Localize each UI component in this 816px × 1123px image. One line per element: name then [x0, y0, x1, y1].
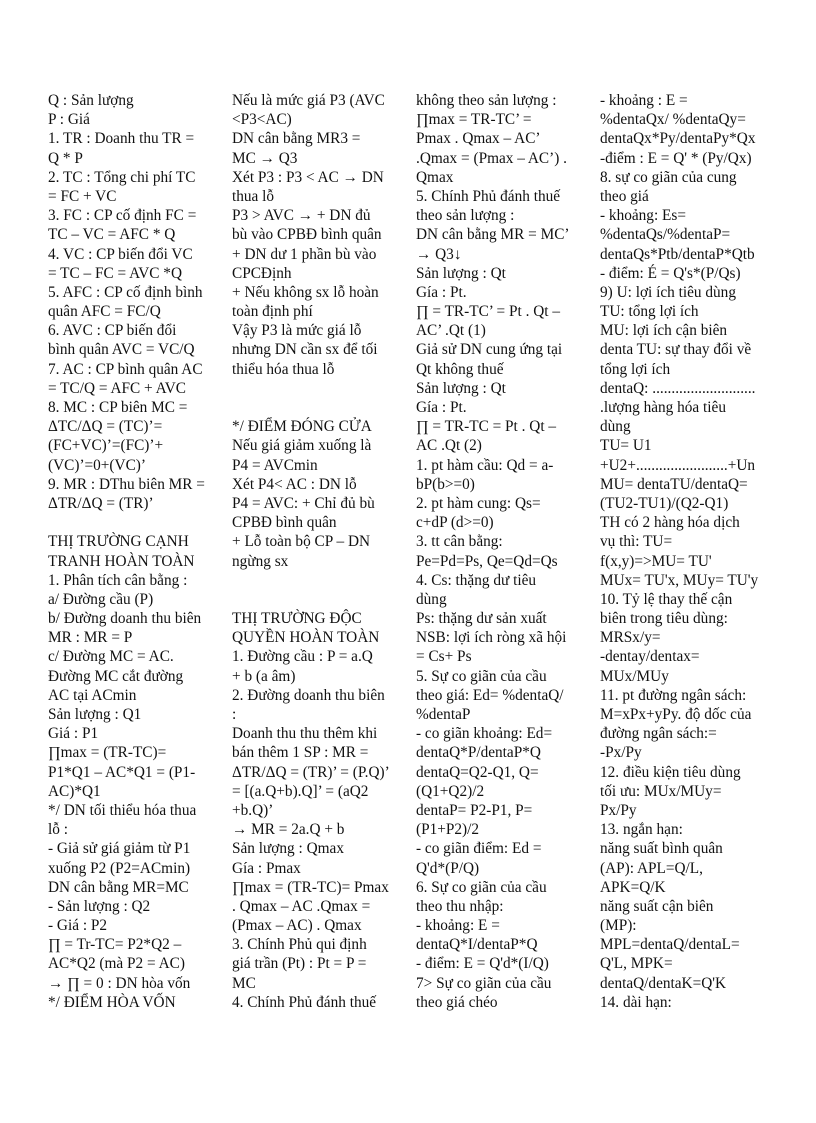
text-line: 9. MR : DThu biên MR = — [48, 475, 205, 493]
text-line: 9) U: lợi ích tiêu dùng — [600, 283, 736, 301]
text-line: Doanh thu thu thêm khi — [232, 725, 378, 743]
text-line: : — [232, 706, 237, 723]
text-line: 11. pt đường ngân sách: — [600, 686, 747, 704]
text-line: Q * P — [48, 149, 83, 167]
text-line: Qt không thuế — [416, 360, 504, 378]
text-line: +U2+........................+Un — [600, 456, 756, 474]
text-line: c+dP (d>=0) — [416, 514, 494, 532]
text-line: c/ Đường MC = AC. — [48, 648, 174, 666]
text-line: DN cân bằng MR3 = — [232, 130, 361, 148]
text-line: (FC+VC)’=(FC)’+ — [48, 437, 164, 455]
text-line: tổng lợi ích — [600, 360, 671, 378]
text-line: dùng — [600, 418, 631, 436]
text-line: 13. ngắn hạn: — [600, 821, 683, 839]
text-line: - khoảng: E = — [416, 917, 500, 935]
text-column-1 — [48, 91, 218, 1012]
text-line: - điểm: É = Q's*(P/Qs) — [600, 264, 741, 282]
text-line: dentaP= P2-P1, P= — [416, 801, 533, 819]
text-line: dentaQ/dentaK=Q'K — [600, 974, 727, 992]
text-line: P3 > AVC → + DN đủ — [232, 207, 371, 225]
text-line: (TU2-TU1)/(Q2-Q1) — [600, 494, 729, 512]
text-line — [232, 398, 402, 417]
text-line — [48, 513, 218, 532]
text-line: MU= dentaTU/dentaQ= — [600, 475, 748, 493]
text-line: 2. Đường doanh thu biên — [232, 686, 385, 704]
text-line: Sản lượng : Qmax — [232, 840, 344, 858]
text-line: 4. VC : CP biến đổi VC — [48, 245, 193, 263]
text-line: <P3<AC) — [232, 111, 292, 129]
text-line: CPCĐịnh — [232, 264, 292, 282]
text-line: Sản lượng : Qt — [416, 379, 506, 397]
text-line: a/ Đường cầu (P) — [48, 590, 154, 608]
text-line: dentaQs*Ptb/dentaP*Qtb — [600, 245, 755, 263]
text-line: - Giá : P2 — [48, 917, 108, 935]
text-line: THỊ TRƯỜNG CẠNH — [48, 533, 189, 551]
text-line: 6. Sự co giãn của cầu — [416, 878, 547, 896]
text-line: AC tại ACmin — [48, 686, 137, 704]
text-line: ngừng sx — [232, 552, 289, 570]
text-line: MC → Q3 — [232, 149, 298, 167]
text-line: AC’ .Qt (1) — [416, 322, 486, 340]
text-line: 2. pt hàm cung: Qs= — [416, 494, 541, 512]
text-line: → MR = 2a.Q + b — [232, 821, 345, 839]
text-line: */ ĐIỂM ĐÓNG CỬA — [232, 418, 372, 436]
text-line: f(x,y)=>MU= TU' — [600, 552, 712, 570]
text-line: */ ĐIỂM HÒA VỐN — [48, 993, 176, 1011]
text-line: Gía : Pt. — [416, 283, 467, 301]
text-line: (Q1+Q2)/2 — [416, 782, 485, 800]
text-line: năng suất cận biên — [600, 897, 714, 915]
text-line: dentaQ=Q2-Q1, Q= — [416, 763, 539, 781]
text-line: 5. AFC : CP cố định bình — [48, 283, 203, 301]
text-line: (AP): APL=Q/L, — [600, 859, 703, 877]
text-line: theo giá — [600, 187, 649, 205]
text-line: .Qmax = (Pmax – AC’) . — [416, 149, 567, 167]
text-line: b/ Đường doanh thu biên — [48, 610, 202, 628]
text-line: AC .Qt (2) — [416, 437, 482, 455]
text-line: +b.Q)’ — [232, 801, 274, 819]
text-line: = FC + VC — [48, 187, 117, 205]
text-line: theo giá: Ed= %dentaQ/ — [416, 686, 564, 704]
text-line: TRANH HOÀN TOÀN — [48, 552, 195, 570]
text-line: - co giãn điểm: Ed = — [416, 840, 542, 858]
text-line: = TC/Q = AFC + AVC — [48, 379, 186, 397]
text-line: + DN dư 1 phần bù vào — [232, 245, 377, 263]
text-line: - Giả sử giá giảm từ P1 — [48, 840, 191, 858]
text-line: AC*Q2 (mà P2 = AC) — [48, 955, 185, 973]
text-line: Qmax — [416, 168, 454, 186]
text-line: Giá : P1 — [48, 725, 99, 743]
text-line: giá trần (Pt) : Pt = P = — [232, 955, 367, 973]
text-line: dentaQ: ........................... — [600, 379, 756, 397]
text-line — [232, 571, 402, 590]
text-line: 6. AVC : CP biến đổi — [48, 322, 177, 340]
text-column-3 — [416, 91, 586, 1012]
text-line: (Pmax – AC) . Qmax — [232, 917, 362, 935]
text-line: QUYỀN HOÀN TOÀN — [232, 629, 380, 647]
text-line: lỗ : — [48, 821, 68, 839]
text-line: 4. Chính Phủ đánh thuế — [232, 993, 377, 1011]
text-line: 8. MC : CP biên MC = — [48, 399, 188, 416]
text-line — [232, 379, 402, 398]
text-line: - co giãn khoảng: Ed= — [416, 725, 553, 743]
text-line: - điểm: E = Q'd*(I/Q) — [416, 955, 549, 973]
text-line: THỊ TRƯỜNG ĐỘC — [232, 610, 362, 628]
text-line: 10. Tỷ lệ thay thế cận — [600, 590, 733, 608]
text-line: - khoảng : E = — [600, 92, 688, 109]
text-line: MU: lợi ích cận biên — [600, 322, 728, 340]
text-line: %dentaP — [416, 706, 471, 723]
text-line: %dentaQs/%dentaP= — [600, 226, 731, 244]
text-line: 3. FC : CP cố định FC = — [48, 207, 197, 225]
text-line: ∏ = TR-TC’ = Pt . Qt – — [416, 303, 561, 321]
text-line: Nếu giá giảm xuống là — [232, 437, 372, 455]
text-line: 5. Chính Phủ đánh thuế — [416, 187, 561, 205]
text-line: NSB: lợi ích ròng xã hội — [416, 629, 567, 647]
text-line: → Q3↓ — [416, 245, 462, 263]
text-line: P4 = AVCmin — [232, 456, 318, 474]
text-line: denta TU: sự thay đổi về — [600, 341, 752, 359]
text-line: theo thu nhập: — [416, 897, 504, 915]
text-line: 14. dài hạn: — [600, 993, 672, 1011]
text-line: MUx= TU'x, MUy= TU'y — [600, 571, 759, 589]
text-line: ∏ = TR-TC = Pt . Qt – — [416, 418, 557, 436]
text-line: (VC)’=0+(VC)’ — [48, 456, 146, 474]
text-line: Vậy P3 là mức giá lỗ — [232, 322, 362, 340]
text-line: -Px/Py — [600, 744, 642, 762]
text-line: dùng — [416, 590, 447, 608]
text-line: ∏max = (TR-TC)= Pmax — [232, 878, 389, 896]
text-line: dentaQx*Py/dentaPy*Qx — [600, 130, 756, 148]
text-line: CPBĐ bình quân — [232, 514, 337, 532]
text-line: TU: tổng lợi ích — [600, 303, 699, 321]
text-line: bù vào CPBĐ bình quân — [232, 226, 382, 244]
text-line: dentaQ*I/dentaP*Q — [416, 936, 538, 954]
text-line: Nếu là mức giá P3 (AVC — [232, 92, 385, 109]
text-line: bán thêm 1 SP : MR = — [232, 744, 369, 762]
text-line: xuống P2 (P2=ACmin) — [48, 859, 191, 877]
text-line: theo giá chéo — [416, 993, 498, 1011]
text-line: -dentay/dentax= — [600, 648, 700, 666]
text-line: (MP): — [600, 917, 637, 935]
text-line: 4. Cs: thặng dư tiêu — [416, 571, 537, 589]
text-line: MRSx/y= — [600, 629, 661, 647]
text-line: TH có 2 hàng hóa dịch — [600, 514, 740, 532]
text-line: (P1+P2)/2 — [416, 821, 480, 839]
text-line: tối ưu: MUx/MUy= — [600, 782, 722, 800]
text-line: MR : MR = P — [48, 629, 133, 647]
text-line: ΔTR/ΔQ = (TR)’ — [48, 494, 154, 512]
text-line: ∏ = Tr-TC= P2*Q2 – — [48, 936, 182, 954]
text-line: bP(b>=0) — [416, 475, 475, 493]
text-line: P1*Q1 – AC*Q1 = (P1- — [48, 763, 196, 781]
text-line: Q'L, MPK= — [600, 955, 673, 973]
text-line: Q : Sản lượng — [48, 92, 134, 109]
text-line: = [(a.Q+b).Q]’ = (aQ2 — [232, 782, 369, 800]
text-line: biên trong tiêu dùng: — [600, 610, 728, 628]
text-line: . Qmax – AC .Qmax = — [232, 897, 371, 915]
text-line: ∏max = TR-TC’ = — [416, 111, 532, 129]
text-line: .lượng hàng hóa tiêu — [600, 399, 726, 416]
text-line: = TC – FC = AVC *Q — [48, 264, 183, 282]
text-line: 8. sự co giãn của cung — [600, 168, 737, 186]
text-line: Ps: thặng dư sản xuất — [416, 610, 547, 628]
text-line: dentaQ*P/dentaP*Q — [416, 744, 541, 762]
text-column-2 — [232, 91, 402, 1012]
text-line: 1. Đường cầu : P = a.Q — [232, 648, 373, 666]
text-line: P : Giá — [48, 111, 90, 129]
text-line: ΔTR/ΔQ = (TR)’ = (P.Q)’ — [232, 763, 390, 781]
text-line: Giả sử DN cung ứng tại — [416, 341, 563, 359]
text-line: bình quân AVC = VC/Q — [48, 341, 195, 359]
text-line: M=xPx+yPy. độ dốc của — [600, 706, 752, 723]
text-line: MC — [232, 974, 256, 992]
text-line: toàn định phí — [232, 303, 313, 321]
text-line: nhưng DN cần sx để tối — [232, 341, 378, 359]
text-line: Sản lượng : Q1 — [48, 706, 142, 723]
text-line: theo sản lượng : — [416, 207, 515, 225]
text-column-4 — [600, 91, 770, 1012]
text-line: Gía : Pt. — [416, 399, 467, 416]
text-line: Sản lượng : Qt — [416, 264, 506, 282]
text-line: thiểu hóa thua lỗ — [232, 360, 335, 378]
text-line: 5. Sự co giãn của cầu — [416, 667, 547, 685]
text-line: Pe=Pd=Ps, Qe=Qd=Qs — [416, 552, 558, 570]
text-line: TU= U1 — [600, 437, 652, 455]
text-line: %dentaQx/ %dentaQy= — [600, 111, 746, 129]
text-line: DN cân bằng MR = MC’ — [416, 226, 570, 244]
text-line: */ DN tối thiểu hóa thua — [48, 801, 197, 819]
text-line: P4 = AVC: + Chỉ đủ bù — [232, 494, 375, 512]
text-line: 1. pt hàm cầu: Qd = a- — [416, 456, 554, 474]
text-line: - khoảng: Es= — [600, 207, 686, 225]
text-line: đường ngân sách:= — [600, 725, 717, 743]
text-line: vụ thì: TU= — [600, 533, 673, 551]
text-line: không theo sản lượng : — [416, 92, 557, 109]
text-line: năng suất bình quân — [600, 840, 723, 858]
text-line: 3. Chính Phủ qui định — [232, 936, 367, 954]
text-line: → ∏ = 0 : DN hòa vốn — [48, 974, 191, 992]
text-line: Pmax . Qmax – AC’ — [416, 130, 541, 148]
text-line: TC – VC = AFC * Q — [48, 226, 176, 244]
text-line: 2. TC : Tổng chi phí TC — [48, 168, 196, 186]
text-line: Q'd*(P/Q) — [416, 859, 480, 877]
text-line: 3. tt cân bằng: — [416, 533, 503, 551]
text-line: 7. AC : CP bình quân AC — [48, 360, 203, 378]
text-line: = Cs+ Ps — [416, 648, 472, 666]
text-line: ∏max = (TR-TC)= — [48, 744, 167, 762]
text-line: 1. TR : Doanh thu TR = — [48, 130, 195, 148]
text-line: + Nếu không sx lỗ hoàn — [232, 283, 379, 301]
text-line: MPL=dentaQ/dentaL= — [600, 936, 740, 954]
text-line: ΔTC/ΔQ = (TC)’= — [48, 418, 163, 436]
text-line: - Sản lượng : Q2 — [48, 897, 151, 915]
text-line: Đường MC cắt đường — [48, 667, 184, 685]
text-line: thua lỗ — [232, 187, 275, 205]
text-line — [232, 590, 402, 609]
text-line: -điểm : E = Q' * (Py/Qx) — [600, 149, 752, 167]
text-line: quân AFC = FC/Q — [48, 303, 161, 321]
text-line: + b (a âm) — [232, 667, 296, 685]
text-line: Gía : Pmax — [232, 859, 301, 877]
text-line: Xét P4< AC : DN lỗ — [232, 475, 357, 493]
text-line: MUx/MUy — [600, 667, 669, 685]
text-line: Xét P3 : P3 < AC → DN — [232, 168, 384, 186]
text-line: 7> Sự co giãn của cầu — [416, 974, 552, 992]
text-line: APK=Q/K — [600, 878, 666, 896]
text-line: DN cân bằng MR=MC — [48, 878, 189, 896]
text-line: Px/Py — [600, 801, 637, 819]
text-line: AC)*Q1 — [48, 782, 101, 800]
text-line: 1. Phân tích cân bằng : — [48, 571, 188, 589]
text-line: + Lỗ toàn bộ CP – DN — [232, 533, 371, 551]
text-line: 12. điều kiện tiêu dùng — [600, 763, 741, 781]
